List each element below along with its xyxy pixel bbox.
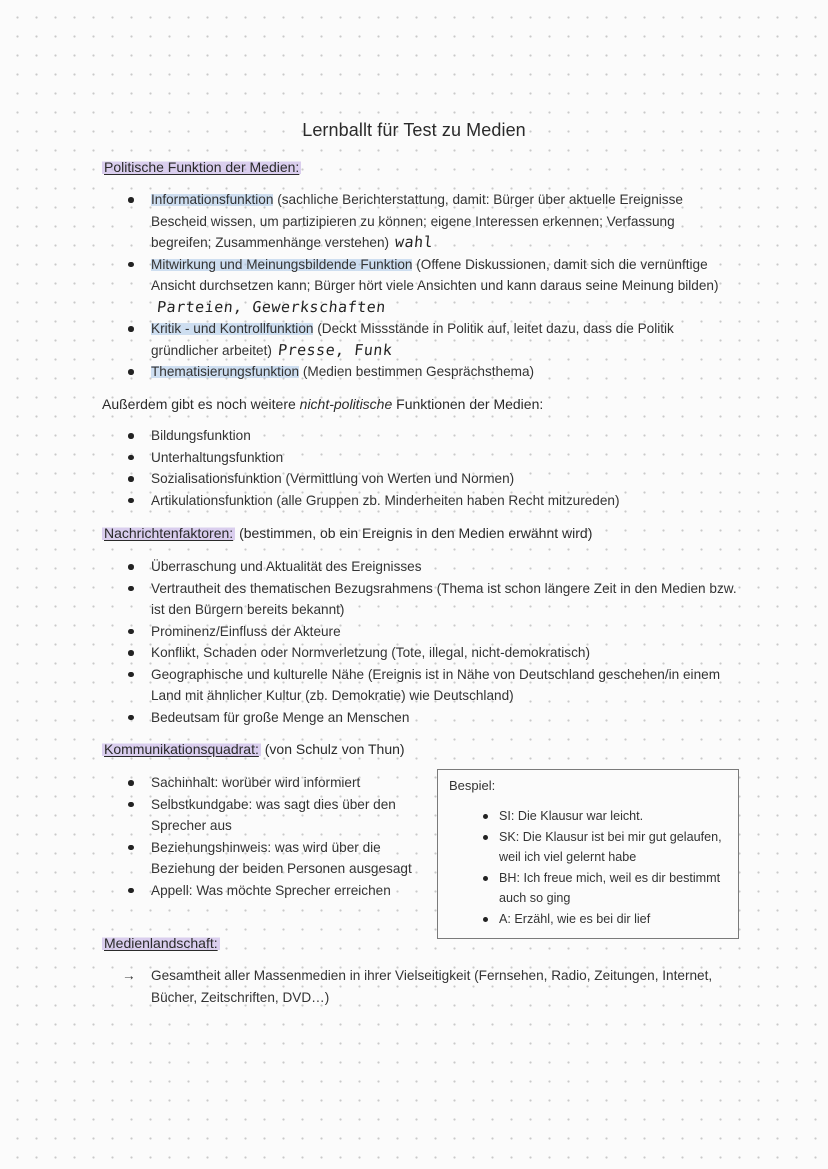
list-item: Geographische und kulturelle Nähe (Ereignis ist in Nähe von Deutschland geschehen/in einem Land mit ähnlicher Kultur (zb. Demokratie) wie Deutschland) (128, 664, 738, 707)
list-item: Vertrautheit des thematischen Bezugsrahmens (Thema ist schon längere Zeit in den Medien bzw. ist den Bürgern bereits bekannt) (128, 578, 738, 621)
list-item (128, 189, 738, 254)
handwritten-note: wahl (394, 233, 435, 251)
list-item: SI: Die Klausur war leicht. (483, 806, 733, 827)
kommunikationsquadrat-list (128, 772, 418, 901)
term-mitwirkung: Mitwirkung und Meinungsbildende Funktion (151, 256, 413, 272)
term-informationsfunktion: Informationsfunktion (151, 192, 274, 207)
list-item: Selbstkundgabe: was sagt dies über den Sprecher aus (128, 794, 418, 837)
list-item (128, 318, 738, 361)
list-item: Konflikt, Schaden oder Normverletzung (Tote, illegal, nicht-demokratisch) (128, 642, 738, 664)
list-item (128, 254, 738, 319)
list-item: SK: Die Klausur ist bei mir gut gelaufen, weil ich viel gelernt habe (483, 827, 733, 868)
heading-medienlandschaft (102, 935, 220, 951)
heading-nachrichtenfaktoren (102, 525, 592, 541)
heading-nachrichten-label: Nachrichtenfaktoren: (104, 525, 234, 541)
heading-politische-label: Politische Funktion der Medien: (104, 159, 300, 175)
item-description: (Medien bestimmen Gesprächsthema) (299, 364, 535, 379)
arrow-right-icon: → (122, 968, 136, 983)
item-description: (Deckt Missstände in Politik auf, leitet dazu, dass die Politik gründlicher arbeitet) (151, 321, 674, 358)
list-item: Sachinhalt: worüber wird informiert (128, 772, 418, 794)
heading-politische-funktion (102, 159, 301, 175)
handwritten-note: Presse, Funk (277, 340, 394, 359)
page-title: Lernballt für Test zu Medien (302, 120, 526, 140)
heading-kommunikationsquadrat (102, 741, 405, 757)
list-item: Artikulationsfunktion (alle Gruppen zb. Minderheiten haben Recht mitzureden) (128, 490, 738, 512)
heading-kommunikation-subtitle: (von Schulz von Thun) (260, 741, 405, 757)
example-box-title: Bespiel: (449, 778, 496, 793)
intro-text: Außerdem gibt es noch weitere (102, 396, 300, 412)
medienlandschaft-definition (122, 965, 742, 1008)
list-item: Appell: Was möchte Sprecher erreichen (128, 880, 418, 902)
heading-kommunikation-label: Kommunikationsquadrat: (104, 741, 259, 757)
weitere-funktionen-list (128, 425, 738, 511)
list-item: Überraschung und Aktualität des Ereignisses (128, 556, 738, 578)
intro-text-end: Funktionen der Medien: (392, 396, 544, 412)
list-item: Bildungsfunktion (128, 425, 738, 447)
definition-text: Gesamtheit aller Massenmedien in ihrer Vielseitigkeit (Fernsehen, Radio, Zeitungen, Internet, Bücher, Zeitschriften, DVD…) (151, 968, 713, 1005)
list-item: BH: Ich freue mich, weil es dir bestimmt auch so ging (483, 868, 733, 909)
intro-emphasis: nicht-politische (299, 396, 393, 412)
list-item: Beziehungshinweis: was wird über die Beziehung der beiden Personen ausgesagt (128, 837, 418, 880)
example-box (437, 769, 739, 939)
list-item: Unterhaltungsfunktion (128, 447, 738, 469)
weitere-intro (102, 396, 543, 412)
term-thematisierung: Thematisierungsfunktion (151, 364, 300, 379)
list-item (128, 361, 738, 383)
heading-medienlandschaft-label: Medienlandschaft: (104, 935, 218, 951)
item-description: (sachliche Berichterstattung, damit: Bürger über aktuelle Ereignisse Bescheid wissen, um partizipieren zu können; eigene Interessen erkennen; Verfassung begreifen; Zusammenhänge verstehen) (151, 192, 683, 250)
example-list (483, 806, 733, 929)
item-description: (Offene Diskussionen, damit sich die vernünftige Ansicht durchsetzen kann; Bürger hört viele Ansichten und kann daraus seine Meinung bilden) (151, 256, 719, 293)
heading-nachrichten-subtitle: (bestimmen, ob ein Ereignis in den Medien erwähnt wird) (235, 525, 593, 541)
politische-funktion-list (128, 189, 738, 383)
list-item: Sozialisationsfunktion (Vermittlung von Werten und Normen) (128, 468, 738, 490)
handwritten-note: Parteien, Gewerkschaften (156, 297, 387, 316)
list-item: Bedeutsam für große Menge an Menschen (128, 707, 738, 729)
nachrichtenfaktoren-list (128, 556, 738, 728)
list-item: A: Erzähl, wie es bei dir lief (483, 909, 733, 930)
list-item: Prominenz/Einfluss der Akteure (128, 621, 738, 643)
term-kritik-kontrolle: Kritik - und Kontrollfunktion (151, 321, 314, 336)
